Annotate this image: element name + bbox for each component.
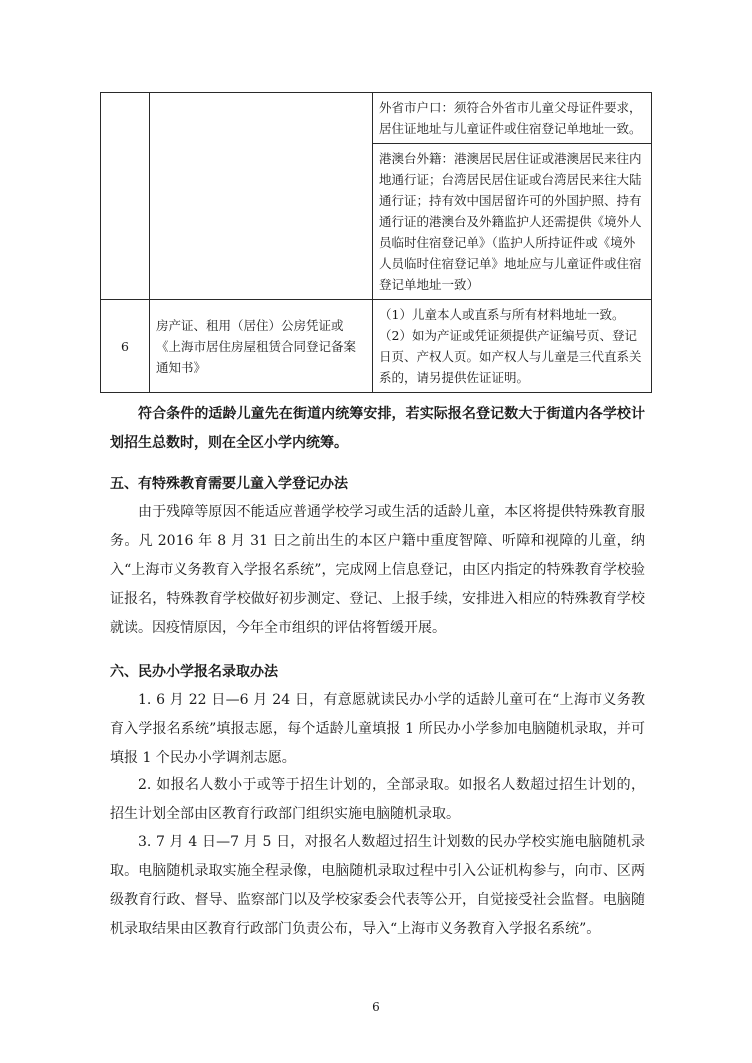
section5-heading-block (110, 470, 645, 499)
paragraph-text: 1. 6 月 22 日—6 月 24 日，有意愿就读民办小学的适龄儿童可在“上海市义务教育入学报名系统”填报志愿，每个适龄儿童填报 1 所民办小学参加电脑随机录取，并可填报 1 个民办小学调剂志愿。 (110, 692, 645, 766)
material-cell: 房产证、租用（居住）公房凭证或《上海市居住房屋租赁合同登记备案通知书》 (150, 300, 373, 393)
section-heading: 六、民办小学报名录取办法 (110, 664, 278, 680)
page-number: 6 (372, 1000, 380, 1014)
paragraph-text: 3. 7 月 4 日—7 月 5 日，对报名人数超过招生计划数的民办学校实施电脑随机录取。电脑随机录取实施全程录像，电脑随机录取过程中引入公证机构参与，向市、区两级教育行政、督导、监察部门以及学校家委会代表等公开，自觉接受社会监督。电脑随机录取结果由区教育行政部门负责公布，导入“上海市义务教育入学报名系统”。 (110, 834, 645, 937)
table-row (101, 300, 652, 393)
paragraph-text: 2. 如报名人数小于或等于招生计划的，全部录取。如报名人数超过招生计划的，招生计划全部由区教育行政部门组织实施电脑随机录取。 (110, 777, 645, 822)
paragraph-text: 符合条件的适龄儿童先在街道内统筹安排，若实际报名登记数大于街道内各学校计划招生总数时，则在全区小学内统筹。 (110, 406, 645, 451)
requirement-cell-hk-macao-taiwan-foreign: 港澳台外籍：港澳居民居住证或港澳居民来往内地通行证；台湾居民居住证或台湾居民来往大陆通行证；持有效中国居留许可的外国护照、持有通行证的港澳台及外籍监护人还需提供《境外人员临时住宿登记单》（监护人所持证件或《境外人员临时住宿登记单》地址应与儿童证件或住宿登记单地址一致） (373, 144, 652, 300)
requirements-table (100, 92, 652, 393)
section-heading: 五、有特殊教育需要儿童入学登记办法 (110, 476, 348, 492)
table-row (101, 93, 652, 144)
section6-item-3 (110, 828, 645, 944)
paragraph-text: 由于残障等原因不能适应普通学校学习或生活的适龄儿童，本区将提供特殊教育服务。凡 2016 年 8 月 31 日之前出生的本区户籍中重度智障、听障和视障的儿童，纳入“上海市义务教育入学报名系统”，完成网上信息登记，由区内指定的特殊教育学校验证报名，特殊教育学校做好初步测定、登记、上报手续，安排进入相应的特殊教育学校就读。因疫情原因，今年全市组织的评估将暂缓开展。 (110, 504, 645, 636)
material-cell (150, 93, 373, 300)
requirement-cell-property: （1）儿童本人或直系与所有材料地址一致。 （2）如为产证或凭证须提供产证编号页、登记日页、产权人页。如产权人与儿童是三代直系关系的，请另提供佐证证明。 (373, 300, 652, 393)
row-number-cell: 6 (101, 300, 150, 393)
section5-body-block (110, 498, 645, 643)
section6-heading-block (110, 658, 645, 687)
overall-arrangement-paragraph (110, 400, 645, 458)
section6-item-2 (110, 771, 645, 829)
row-number-cell (101, 93, 150, 300)
requirement-cell-outside-city: 外省市户口：须符合外省市儿童父母证件要求，居住证地址与儿童证件或住宿登记单地址一致。 (373, 93, 652, 144)
section6-item-1 (110, 686, 645, 773)
